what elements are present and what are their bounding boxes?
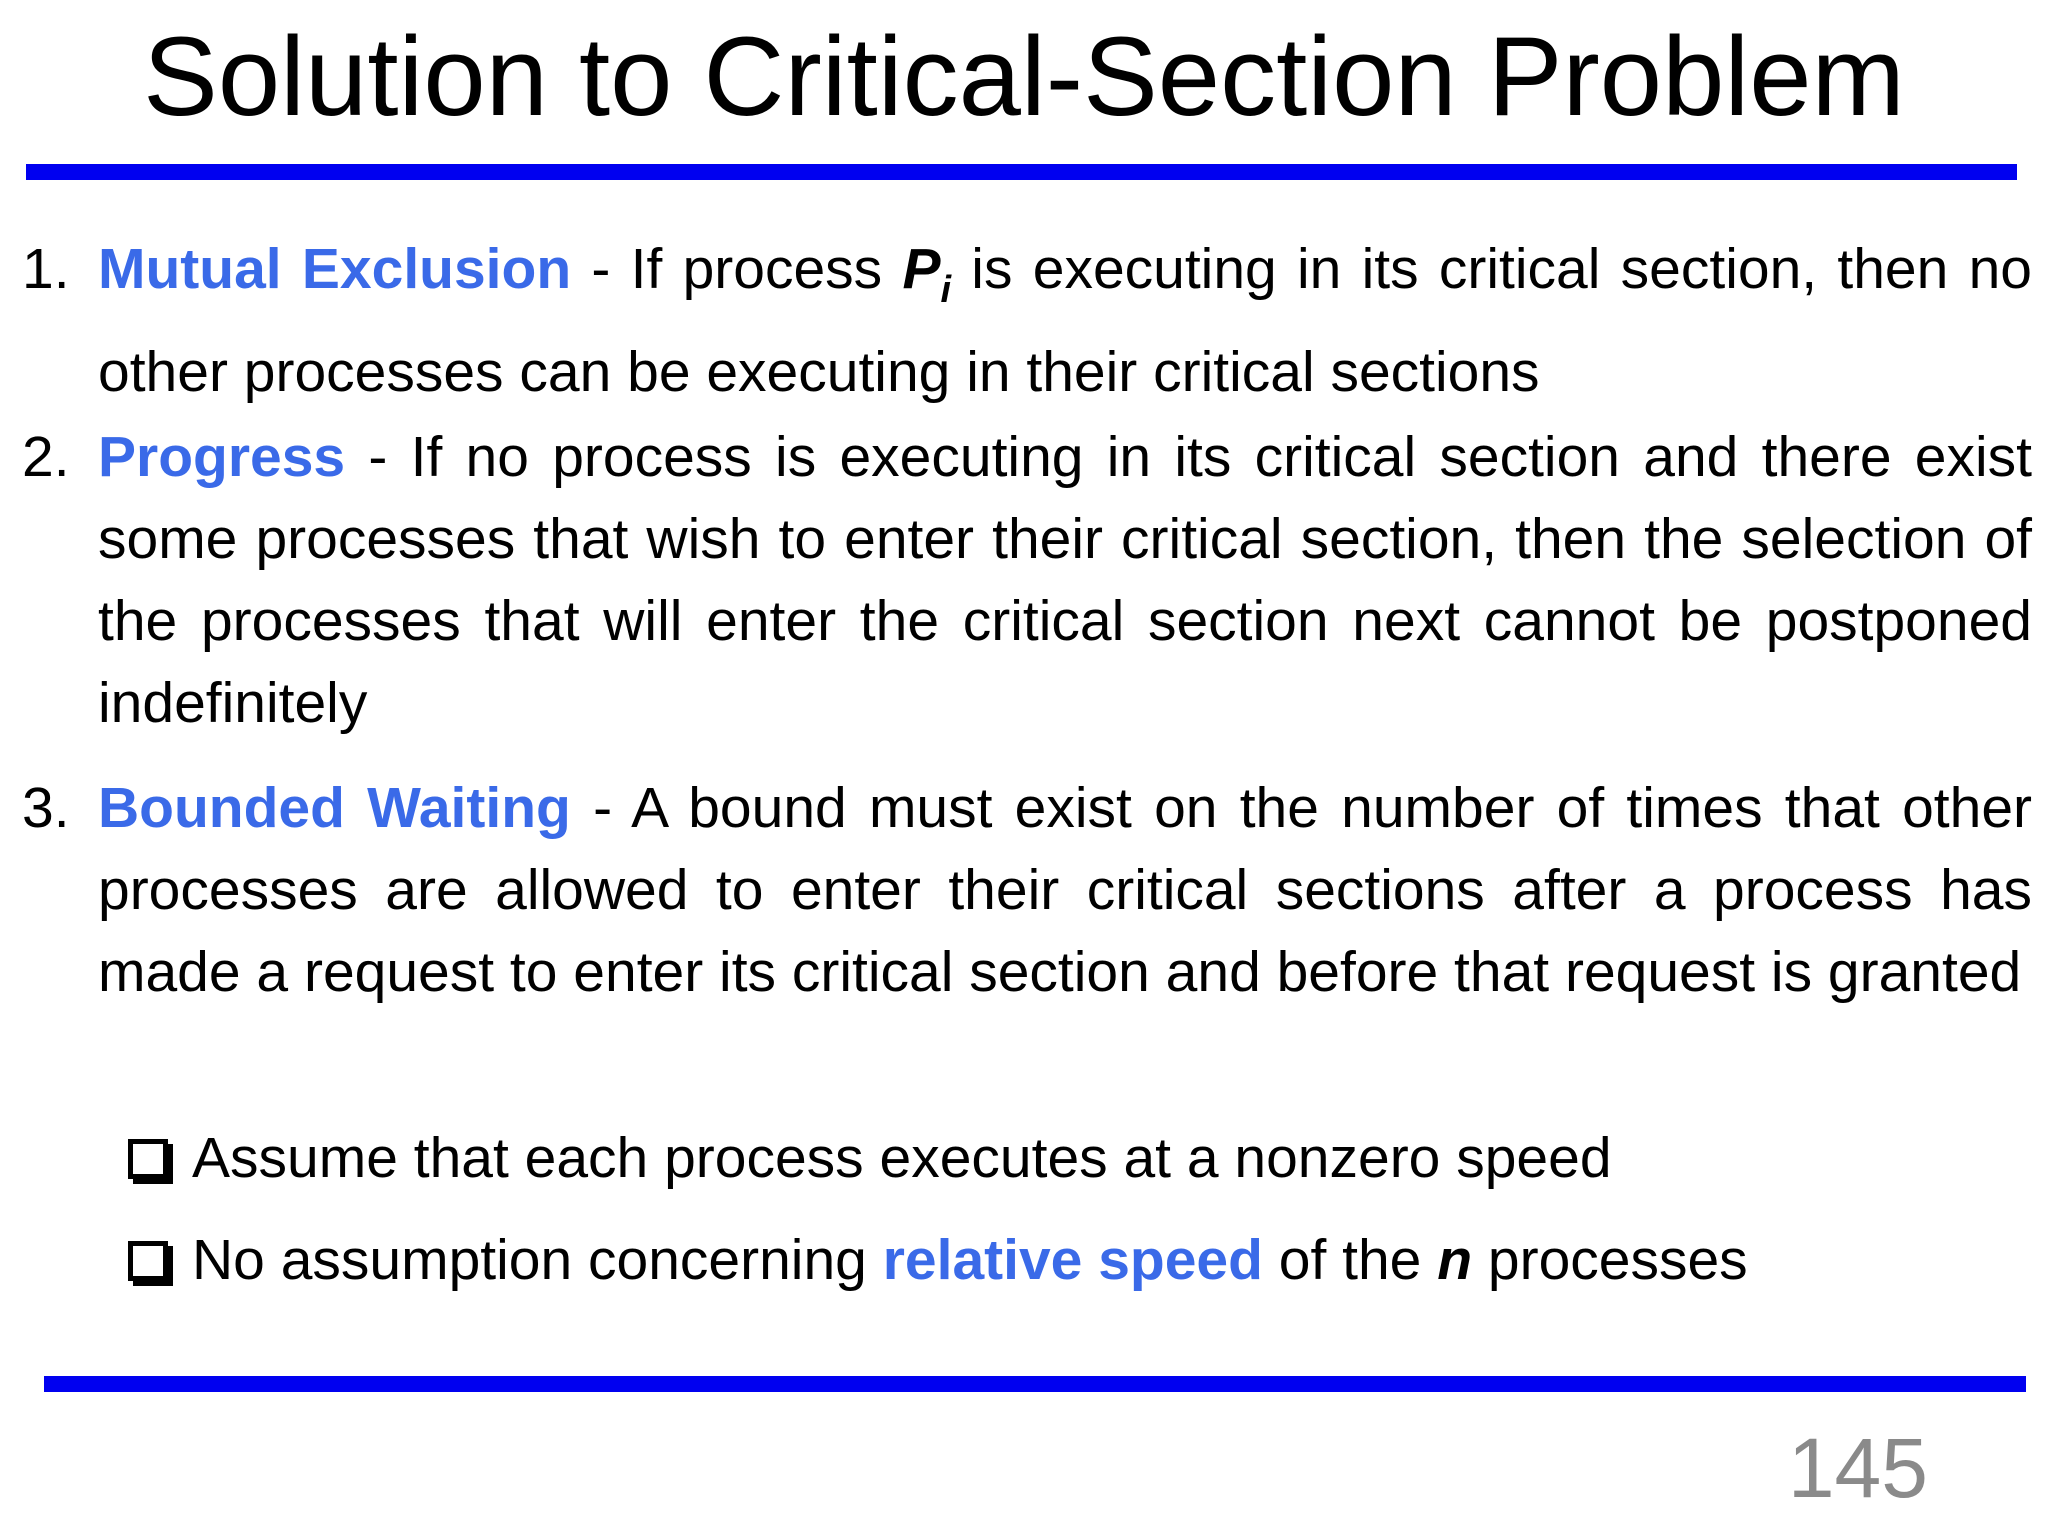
- checkbox-bullet-icon: [128, 1241, 168, 1281]
- sub-bullet-text: Assume that each process executes at a nonzero speed: [192, 1126, 1612, 1190]
- sub-bullet-text: processes: [1472, 1228, 1748, 1292]
- item-body: [98, 416, 2032, 744]
- page-number: 145: [1787, 1421, 1928, 1515]
- sub-bullet-text: of the: [1262, 1228, 1438, 1292]
- item-number: 3.: [22, 776, 70, 840]
- keyword-relative-speed: relative speed: [882, 1228, 1263, 1292]
- variable-subscript: i: [940, 269, 952, 311]
- slide-title: Solution to Critical-Section Problem: [143, 14, 1905, 139]
- keyword-mutual-exclusion: Mutual Exclusion: [98, 237, 572, 301]
- checkbox-bullet-icon: [128, 1139, 168, 1179]
- item-text: - If process: [571, 237, 903, 301]
- item-text: - If no process is executing in its critical section and there exist some processes that wish to enter their critical section, then the selection of the processes that will enter the critical section next cannot be postponed indefinitely: [98, 425, 2032, 735]
- item-body: [98, 767, 2032, 1013]
- bottom-divider: [44, 1376, 2026, 1392]
- keyword-bounded-waiting: Bounded Waiting: [98, 776, 571, 840]
- item-text: is executing in its critical section, then no other processes can be executing in their critical sections: [98, 237, 2032, 404]
- variable-n: n: [1437, 1228, 1473, 1292]
- variable-p: P: [902, 237, 941, 301]
- list-item-progress: [22, 416, 2032, 744]
- sub-bullet-text: No assumption concerning: [192, 1228, 883, 1292]
- item-number: 1.: [22, 237, 70, 301]
- sub-bullet-nonzero-speed: [128, 1117, 1612, 1199]
- list-item-bounded-waiting: [22, 767, 2032, 1013]
- top-divider: [26, 164, 2017, 180]
- list-item-mutual-exclusion: [22, 228, 2032, 413]
- item-text: - A bound must exist on the number of times that other processes are allowed to enter their critical sections after a process has made a request to enter its critical section and before that request is granted: [98, 776, 2033, 1004]
- item-number: 2.: [22, 425, 70, 489]
- item-body: [98, 228, 2032, 413]
- sub-bullet-relative-speed: [128, 1219, 1748, 1301]
- keyword-progress: Progress: [98, 425, 346, 489]
